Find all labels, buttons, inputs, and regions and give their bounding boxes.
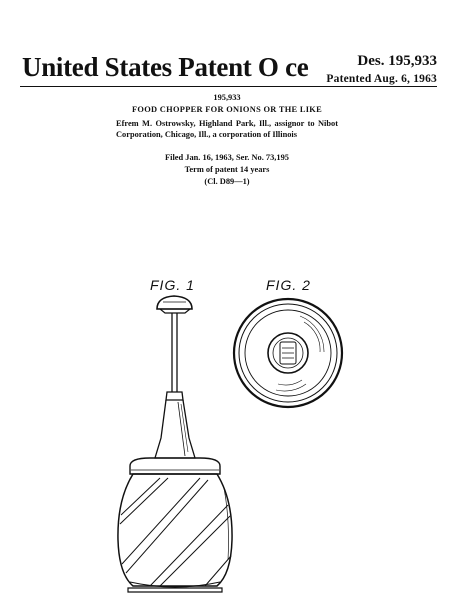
patent-title: FOOD CHOPPER FOR ONIONS OR THE LIKE — [132, 105, 322, 114]
spiral-band-2b — [126, 480, 208, 573]
patented-date: Patented Aug. 6, 1963 — [326, 73, 437, 85]
plunger-knob — [157, 296, 192, 309]
knob-underside — [160, 309, 190, 313]
knob-shading — [282, 348, 294, 358]
classification: (Cl. D89—1) — [204, 177, 250, 186]
patent-office-title: United States Patent O ce — [22, 52, 309, 82]
design-number: Des. 195,933 — [357, 53, 437, 69]
spiral-band-3 — [150, 505, 228, 586]
patent-term: Term of patent 14 years — [184, 165, 270, 174]
fig2-chopper-top-view — [234, 299, 342, 407]
fig1-chopper-elevation — [118, 296, 232, 592]
spiral-band-2 — [122, 478, 200, 564]
jar-base — [128, 588, 222, 592]
jar-lid — [130, 458, 220, 474]
spiral-band-3b — [160, 516, 230, 586]
neck-cone — [155, 400, 195, 458]
filing-info: Filed Jan. 16, 1963, Ser. No. 73,195 — [165, 153, 289, 162]
patent-serial: 195,933 — [213, 93, 241, 102]
spiral-band-1 — [121, 478, 160, 515]
neck-collar — [166, 392, 183, 400]
jar-body — [118, 474, 232, 586]
inventor-assignee: Efrem M. Ostrowsky, Highland Park, Ill., assignor to Nibot Corporation, Chicago, Ill., a corporation of Illinois — [116, 119, 338, 139]
fig1-label: FIG. 1 — [150, 277, 195, 293]
lid-hatching — [276, 316, 324, 391]
fig2-label: FIG. 2 — [266, 277, 311, 293]
